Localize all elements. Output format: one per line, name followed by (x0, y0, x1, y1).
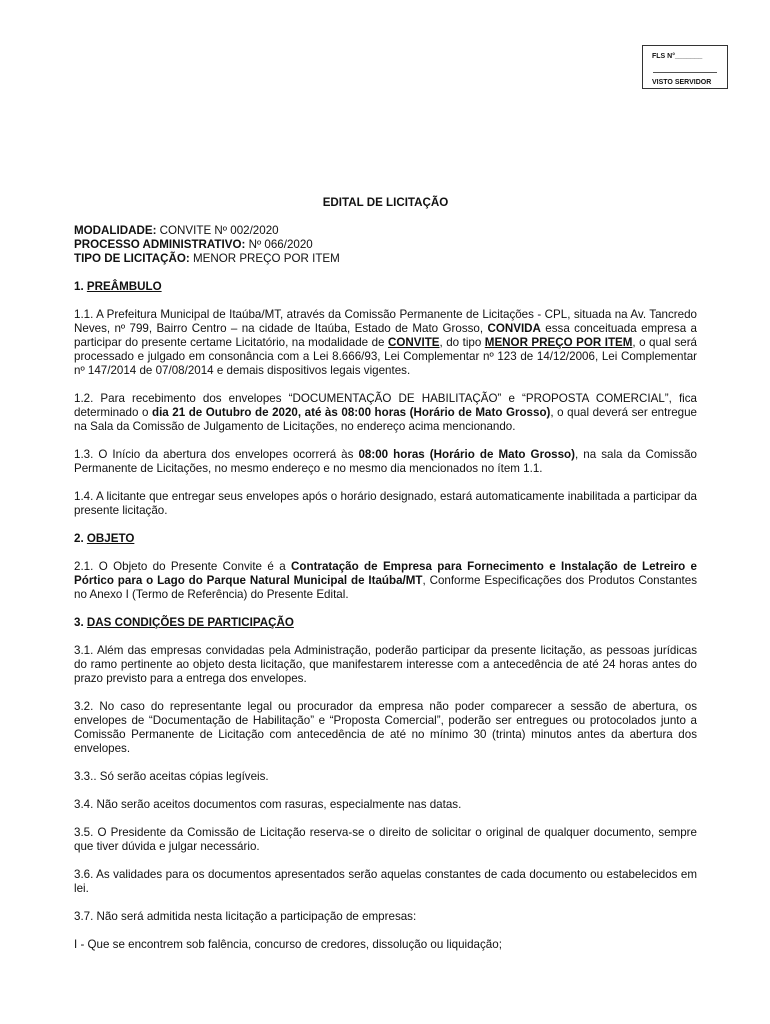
paragraph-1-2: 1.2. Para recebimento dos envelopes “DOCUMENTAÇÃO DE HABILITAÇÃO” e “PROPOSTA COMERCIAL”, fica determinado o dia 21 de Outubro de 2020, até às 08:00 horas (Horário de Mato Grosso), o qual deverá ser entregue na Sala da Comissão de Julgamento de Licitações, no endereço acima mencionando. (74, 392, 698, 433)
paragraph-3-3: 3.3.. Só serão aceitas cópias legíveis. (74, 770, 269, 783)
paragraph-1-3: 1.3. O Início da abertura dos envelopes ocorrerá às 08:00 horas (Horário de Mato Grosso), na sala da Comissão Permanente de Licitações, no mesmo endereço e no mesmo dia mencionados no ítem 1.1. (74, 448, 697, 475)
document-title: EDITAL DE LICITAÇÃO (322, 196, 449, 209)
page-stamp-box (642, 45, 728, 89)
modalidade-line: MODALIDADE: CONVITE Nº 002/2020 (74, 224, 279, 237)
paragraph-3-5: 3.5. O Presidente da Comissão de Licitação reserva-se o direito de solicitar o original de qualquer documento, sempre que tiver dúvida e julgar necessário. (74, 826, 697, 853)
paragraph-2-1: 2.1. O Objeto do Presente Convite é a Contratação de Empresa para Fornecimento e Instalação de Letreiro e Pórtico para o Lago do Parque Natural Municipal de Itaúba/MT, Conforme Especificações dos Produtos Constantes no Anexo I (Termo de Referência) do Presente Edital. (74, 560, 697, 601)
section-heading-objeto: 2. OBJETO (74, 532, 135, 545)
signature-line (653, 72, 717, 73)
paragraph-1-4: 1.4. A licitante que entregar seus envelopes após o horário designado, estará automaticamente inabilitada a participar da presente licitação. (74, 490, 697, 517)
tipo-line: TIPO DE LICITAÇÃO: MENOR PREÇO POR ITEM (74, 252, 340, 265)
paragraph-1-1: 1.1. A Prefeitura Municipal de Itaúba/MT, através da Comissão Permanente de Licitações - CPL, situada na Av. Tancredo Neves, nº 799, Bairro Centro – na cidade de Itaúba, Estado de Mato Grosso, CONVIDA essa conceituada empresa a participar do presente certame Licitatório, na modalidade de CONVITE, do tipo MENOR PREÇO POR ITEM, o qual será processado e julgado em consonância com a Lei 8.666/93, Lei Complementar nº 123 de 14/12/2006, Lei Complementar nº 147/2014 de 07/08/2014 e demais dispositivos legais vigentes. (74, 308, 697, 377)
document-meta (74, 224, 697, 266)
paragraph-3-1: 3.1. Além das empresas convidadas pela Administração, poderão participar da presente licitação, as pessoas jurídicas do ramo pertinente ao objeto desta licitação, que manifestarem interesse com a antecedência de até 24 horas antes do prazo previsto para a entrega dos envelopes. (74, 644, 697, 685)
paragraph-3-2: 3.2. No caso do representante legal ou procurador da empresa não poder comparecer a sessão de abertura, os envelopes de “Documentação de Habilitação” e “Proposta Comercial”, poderão ser entregues ou protocolados junto a Comissão Permanente de Licitação com antecedência de até no mínimo 30 (trinta) minutos antes da abertura dos envelopes. (74, 700, 697, 755)
page-number-field: FLS N°_______ (652, 53, 703, 60)
section-heading-condicoes: 3. DAS CONDIÇÕES DE PARTICIPAÇÃO (74, 616, 294, 629)
paragraph-3-4: 3.4. Não serão aceitos documentos com rasuras, especialmente nas datas. (74, 798, 462, 811)
section-heading-preambulo: 1. PREÂMBULO (74, 280, 162, 293)
document-body (74, 196, 697, 966)
processo-line: PROCESSO ADMINISTRATIVO: Nº 066/2020 (74, 238, 313, 251)
paragraph-3-6: 3.6. As validades para os documentos apresentados serão aquelas constantes de cada documento ou estabelecidos em lei. (74, 868, 697, 895)
paragraph-3-7: 3.7. Não será admitida nesta licitação a participação de empresas: (74, 910, 417, 923)
visto-servidor-label: VISTO SERVIDOR (652, 79, 712, 86)
paragraph-3-7-i: I - Que se encontrem sob falência, concurso de credores, dissolução ou liquidação; (74, 938, 502, 951)
